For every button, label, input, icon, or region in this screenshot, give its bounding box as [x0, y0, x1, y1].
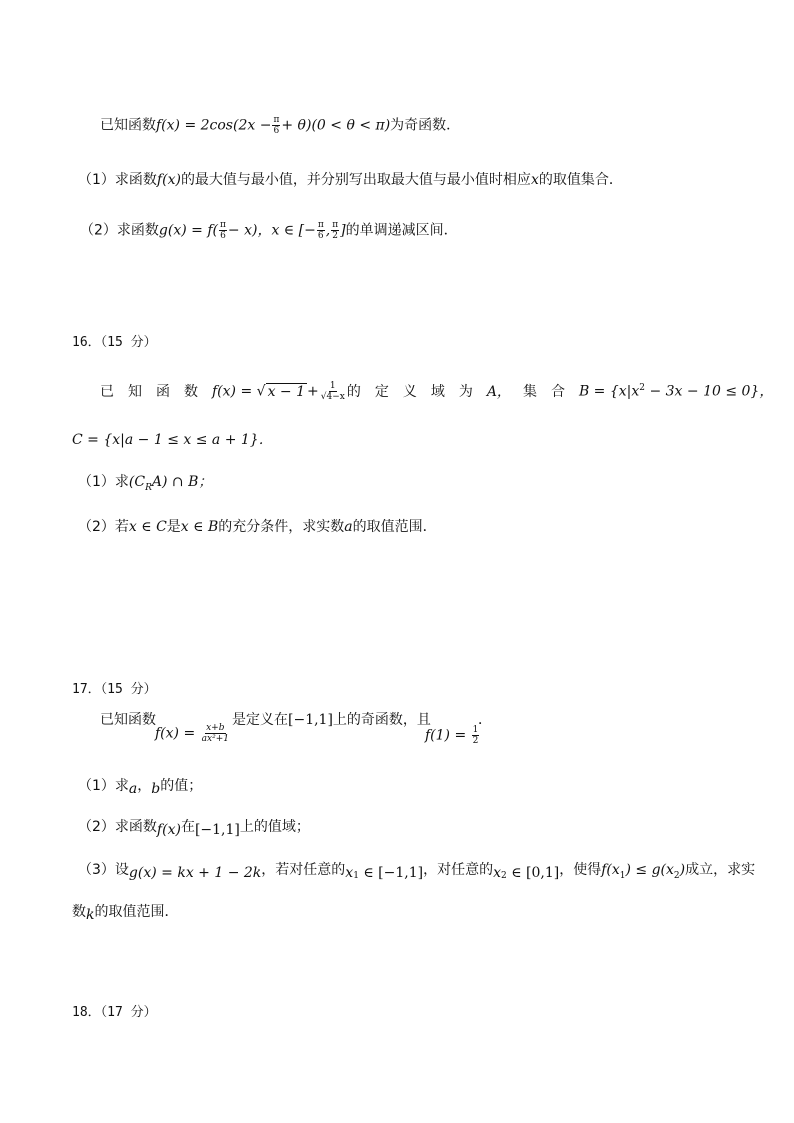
- frac-den: 6: [317, 231, 324, 241]
- problem-top-q1: [78, 170, 623, 190]
- text: 求函数: [116, 222, 159, 239]
- problem-16-q2: [78, 517, 437, 537]
- problem-18-heading: 18．（17 分）: [72, 1005, 157, 1020]
- math: +: [307, 383, 319, 400]
- text: 求函数: [114, 172, 157, 188]
- math: x ∈ C: [128, 519, 167, 535]
- subscript: 1: [353, 870, 359, 881]
- text: 的值；: [160, 778, 203, 794]
- char: 域: [430, 383, 445, 400]
- text: 上的奇函数，且: [332, 712, 431, 728]
- math: ]: [340, 222, 346, 239]
- text: 上的值域；: [239, 819, 310, 835]
- frac-den: 2: [472, 736, 479, 746]
- text: 的取值范围．: [352, 519, 437, 535]
- subscript: R: [145, 482, 152, 493]
- frac-num: π: [219, 220, 226, 230]
- text: 若: [114, 519, 129, 535]
- char: 的: [346, 383, 361, 400]
- sqrt-content: x − 1: [267, 383, 305, 400]
- math: B = {x|x: [578, 383, 640, 400]
- frac-den: ax²+1: [201, 734, 229, 744]
- fraction: [331, 220, 339, 241]
- text: ，: [137, 778, 152, 794]
- problem-17-q3: [78, 860, 755, 886]
- superscript: 2: [639, 383, 646, 393]
- math: − x)，: [227, 222, 272, 239]
- math: x: [345, 865, 354, 881]
- text: 求: [114, 778, 129, 794]
- math: [−1,1]: [194, 822, 240, 838]
- text: 的最大值与最小值，并分别写出取最大值与最小值时相应: [180, 172, 531, 188]
- math: x: [493, 865, 502, 881]
- math: f(x) =: [155, 725, 200, 742]
- subscript: 2: [501, 870, 507, 881]
- problem-17-q1: [78, 776, 202, 796]
- fraction: [320, 381, 346, 402]
- char: 定: [374, 383, 389, 400]
- math: ,: [325, 222, 331, 239]
- text: 设: [114, 862, 129, 878]
- math: C = {x|a − 1 ≤ x ≤ a + 1}．: [72, 432, 273, 448]
- text: 是: [166, 519, 181, 535]
- math: − 3x − 10 ≤ 0}，: [645, 383, 774, 400]
- text: ，使得: [559, 862, 602, 878]
- question-label: （1）: [78, 172, 115, 188]
- frac-num: x+b: [206, 723, 225, 733]
- question-label: （2）: [78, 519, 115, 535]
- math: (C: [128, 474, 146, 490]
- math: f(x: [601, 862, 620, 878]
- problem-17-q3-line2: [72, 902, 178, 922]
- problem-top-intro: [100, 115, 460, 136]
- math: ) ≤ g(x: [625, 862, 674, 878]
- char: 已: [100, 383, 114, 400]
- problem-top-q2: [80, 220, 458, 241]
- text: 数: [72, 904, 86, 920]
- problem-16-intro: 已 知 函 数 f(x) = √ x − 1 + $\frac{1}{√4-x}$ 的 定 义 域 为 A， 集 合 $B = \{x|x^2 - 3x - 10 \le 0\}$，: [100, 381, 774, 403]
- problem-17-f1: [425, 725, 480, 746]
- question-label: （2）: [80, 222, 117, 239]
- question-label: （3）: [78, 862, 115, 878]
- math: ): [679, 862, 686, 878]
- question-label: （2）: [78, 819, 115, 835]
- problem-17-func: [155, 723, 231, 744]
- text: 的充分条件，求实数: [218, 519, 345, 535]
- frac-num: π: [332, 220, 339, 230]
- math: [−1,1]: [288, 712, 333, 728]
- problem-16-heading: 16．（15 分）: [72, 335, 157, 350]
- frac-num: 1: [329, 381, 336, 392]
- frac-den: 6: [273, 126, 280, 136]
- text: 为奇函数．: [390, 117, 461, 134]
- math: ∈ [0,1]: [506, 865, 560, 881]
- frac-num: π: [273, 115, 280, 125]
- math: f(x) =: [212, 383, 257, 400]
- math: A) ∩ B；: [151, 474, 213, 490]
- text: 是定义在: [232, 712, 288, 728]
- subscript: 2: [673, 870, 680, 881]
- math: + θ)(0 < θ < π): [281, 117, 391, 134]
- char: 数: [184, 383, 198, 400]
- problem-16-q1: [78, 472, 212, 498]
- frac-num: 1: [472, 725, 479, 735]
- char: 知: [128, 383, 142, 400]
- math: x ∈ [−: [271, 222, 316, 239]
- math: k: [86, 907, 95, 923]
- problem-17-intro-a: [100, 710, 156, 730]
- math: x ∈ B: [180, 519, 219, 535]
- char: 义: [402, 383, 417, 400]
- fraction: [317, 220, 325, 241]
- char: 集: [522, 383, 537, 400]
- math: a: [344, 519, 353, 535]
- question-label: （1）: [78, 778, 115, 794]
- char: 为: [458, 383, 473, 400]
- problem-17-period: [478, 710, 492, 730]
- math: ∈ [−1,1]: [358, 865, 424, 881]
- fraction: [201, 723, 230, 744]
- char: 函: [156, 383, 170, 400]
- text: 求: [114, 474, 129, 490]
- math: g(x) = kx + 1 − 2k: [128, 865, 262, 881]
- math: f(x): [156, 822, 181, 838]
- math: x: [530, 172, 539, 188]
- text: ．: [478, 712, 492, 728]
- text: ，对任意的: [423, 862, 494, 878]
- text: 已知函数: [100, 712, 156, 728]
- math: a: [128, 781, 138, 797]
- frac-den: 2: [332, 231, 339, 241]
- math: A，: [486, 383, 511, 400]
- text: ，若对任意的: [261, 862, 346, 878]
- problem-17-heading: 17．（15 分）: [72, 682, 157, 697]
- fraction: [272, 115, 280, 136]
- math: f(x) = 2cos(2x −: [156, 117, 272, 134]
- char: 合: [550, 383, 565, 400]
- math: g(x) = f(: [158, 222, 218, 239]
- text: 的取值集合．: [538, 172, 623, 188]
- frac-den: 6: [220, 231, 226, 241]
- question-label: （1）: [78, 474, 115, 490]
- text: 成立，求实: [685, 862, 756, 878]
- math: f(1) =: [425, 727, 471, 744]
- fraction: [219, 220, 227, 241]
- problem-17-q2: [78, 817, 310, 837]
- text: 的取值范围．: [94, 904, 179, 920]
- subscript: 1: [619, 870, 626, 881]
- problem-16-setC: [72, 430, 273, 450]
- text: 在: [180, 819, 195, 835]
- text: 求函数: [114, 819, 157, 835]
- text: 已知函数: [100, 117, 156, 134]
- problem-17-intro-b: [232, 710, 431, 730]
- math: f(x): [156, 172, 181, 188]
- frac-num: π: [317, 220, 324, 230]
- text: 的单调递减区间．: [345, 222, 458, 239]
- math: b: [151, 781, 161, 797]
- frac-den: √4−x: [320, 392, 345, 403]
